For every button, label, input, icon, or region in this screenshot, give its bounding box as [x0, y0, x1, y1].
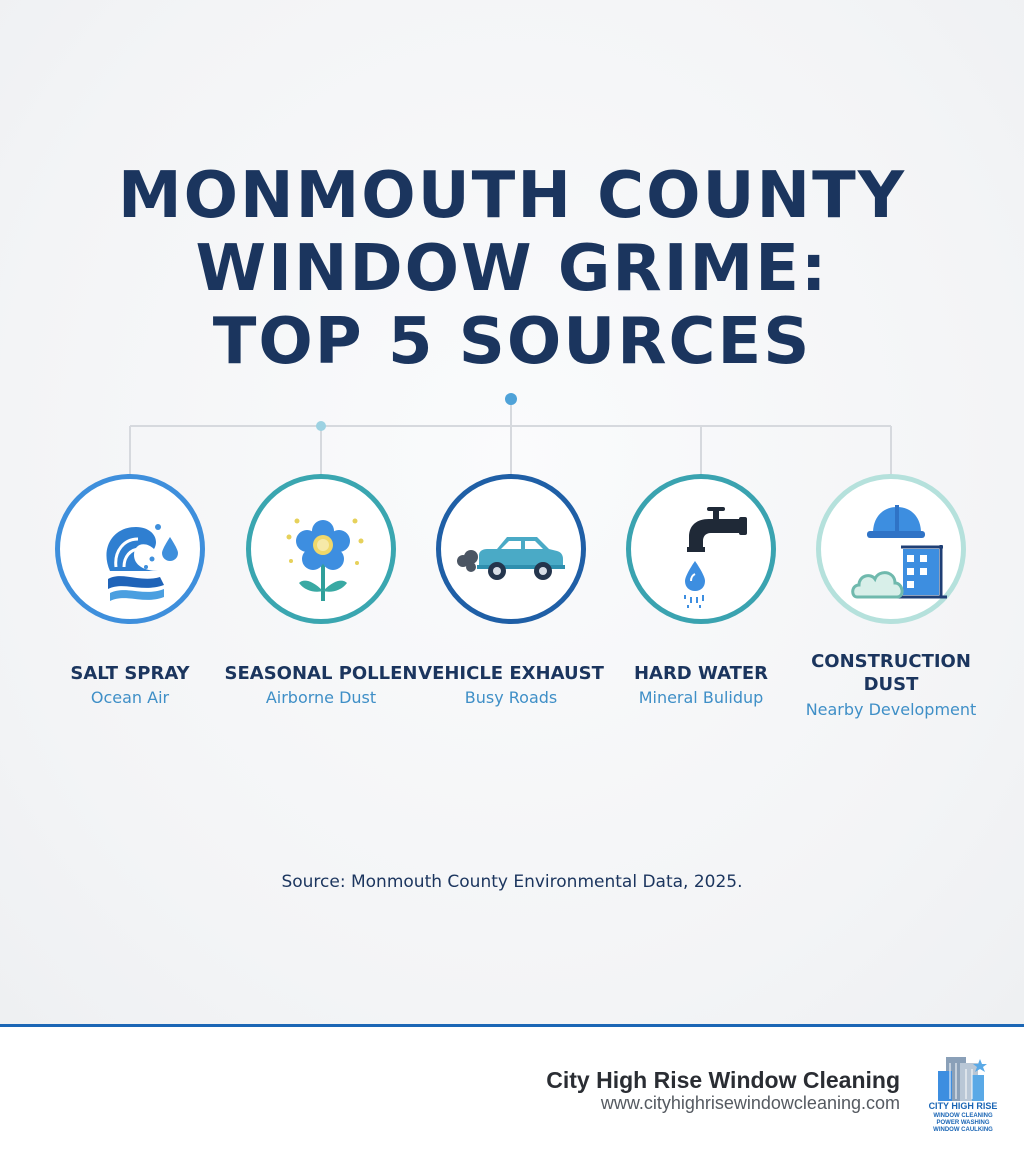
connector-node-center: [505, 393, 517, 405]
source-subtitle: Mineral Bulidup: [638, 688, 764, 707]
logo-text-4: WINDOW CAULKING: [933, 1127, 993, 1133]
company-website: www.cityhighrisewindowcleaning.com: [600, 1093, 900, 1113]
icon-circle: [246, 474, 396, 624]
flower-icon: [251, 479, 401, 629]
source-subtitle: Busy Roads: [464, 688, 558, 707]
car-icon: [441, 479, 591, 629]
title-line-3: TOP 5 SOURCES: [212, 305, 812, 379]
connector-lines: [0, 0, 1024, 480]
source-subtitle: Airborne Dust: [265, 688, 377, 707]
icon-circle: [816, 474, 966, 624]
company-logo: [928, 1051, 998, 1135]
icon-circle: [626, 474, 776, 624]
source-label: HARD WATER: [633, 663, 769, 684]
source-subtitle: Nearby Development: [805, 700, 977, 719]
construction-icon: [821, 479, 971, 629]
faucet-icon: [631, 479, 781, 629]
title-line-1: MONMOUTH COUNTY: [117, 159, 907, 233]
icon-circle: [55, 474, 205, 624]
source-label: SALT SPRAY: [70, 663, 190, 684]
logo-text-1: CITY HIGH RISE: [928, 1101, 998, 1111]
source-note: Source: Monmouth County Environmental Data, 2025.: [281, 872, 743, 892]
source-subtitle: Ocean Air: [90, 688, 170, 707]
logo-text-2: WINDOW CLEANING: [933, 1113, 993, 1119]
connector-node-left: [316, 421, 326, 431]
company-name: City High Rise Window Cleaning: [546, 1067, 900, 1093]
source-label: SEASONAL POLLEN: [224, 663, 418, 684]
source-label: VEHICLE EXHAUST: [418, 663, 604, 684]
title-line-2: WINDOW GRIME:: [195, 232, 829, 306]
icon-circle: [436, 474, 586, 624]
source-label: CONSTRUCTION DUST: [811, 651, 971, 695]
logo-text-3: POWER WASHING: [936, 1120, 990, 1126]
wave-icon: [60, 479, 210, 629]
footer: [0, 1024, 1024, 1154]
